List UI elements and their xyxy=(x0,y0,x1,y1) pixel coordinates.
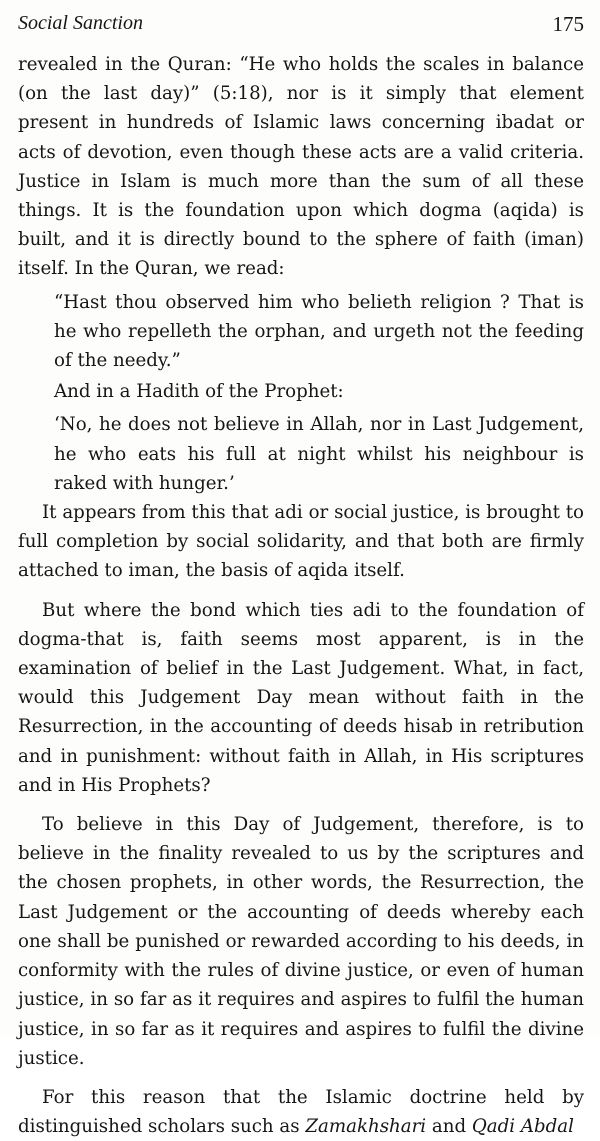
paragraph-1: revealed in the Quran: “He who holds the scales in balance (on the last day)” (5:18), nor is it simply that element present in hundreds of Islamic laws concerning ibadat or acts of devotion, even though these acts are a valid criteria. Justice in Islam is much more than the sum of all these things. It is the foundation upon which dogma (aqida) is built, and it is directly bound to the sphere of faith (iman) itself. In the Quran, we read: xyxy=(18,54,584,280)
scholar-name-zamakhshari: Zamakhshari xyxy=(305,1116,427,1138)
body-text xyxy=(18,50,584,1141)
scholar-name-qadi-abdal: Qadi Abdal xyxy=(471,1116,574,1138)
hadith-quote: ‘No, he does not believe in Allah, nor in Last Judgement, he who eats his full at night whilst his neighbour is raked with hunger.’ xyxy=(54,414,584,494)
conjunction: and xyxy=(426,1116,472,1138)
paragraph-4: To believe in this Day of Judgement, therefore, is to believe in the finality revealed to us by the scriptures and the chosen prophets, in other words, the Resurrection, the Last Judgement or the accounting of deeds whereby each one shall be punished or rewarded according to his deeds, in conformity with the rules of divine justice, or even of human justice, in so far as it requires and aspires to fulfil the human justice, in so far as it requires and aspires to fulfil the divine justice. xyxy=(18,814,584,1069)
paragraph-5 xyxy=(18,1083,584,1141)
page-number: 175 xyxy=(552,12,584,36)
quran-quote: “Hast thou observed him who belieth religion ? That is he who repelleth the orphan, and urgeth not the feeding of the needy.” xyxy=(54,291,584,372)
paragraph-3: But where the bond which ties adi to the foundation of dogma-that is, faith seems most apparent, is in the examination of belief in the Last Judgement. What, in fact, would this Judgement Day mean without faith in the Resurrection, in the accounting of deeds hisab in retribution and in punishment: without faith in Allah, in His scriptures and in His Prophets? xyxy=(18,599,584,796)
paragraph-5-text: For this reason that the Islamic doctrine held by distinguished scholars such as xyxy=(18,1086,584,1138)
paragraph-2: It appears from this that adi or social justice, is brought to full completion by social solidarity, and that both are firmly attached to iman, the basis of aqida itself. xyxy=(18,502,584,582)
running-head xyxy=(14,12,584,40)
hadith-intro: And in a Hadith of the Prophet: xyxy=(54,381,344,403)
running-title: Social Sanction xyxy=(18,12,143,34)
